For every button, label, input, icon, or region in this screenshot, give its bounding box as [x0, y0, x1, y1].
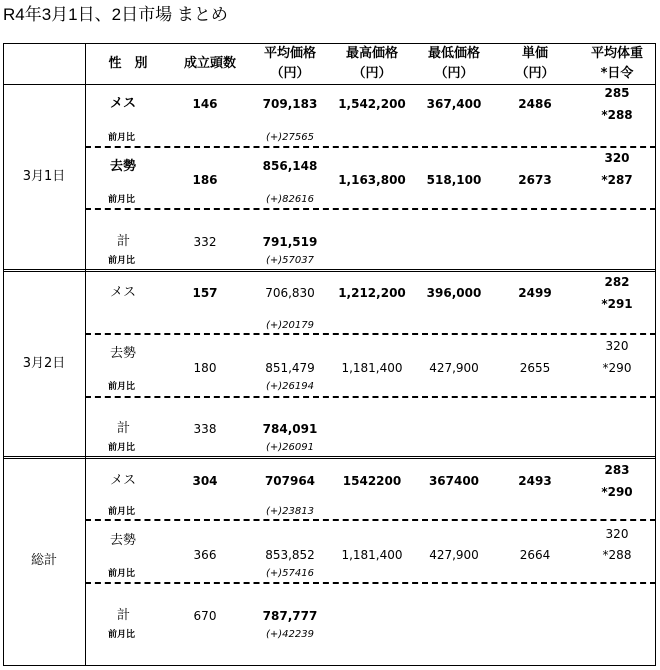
prev-label: 前月比 [108, 507, 136, 517]
prev-label: 前月比 [108, 569, 136, 579]
row-min: 427,900 [429, 361, 479, 375]
row-count: 180 [193, 361, 217, 375]
prev-label: 前月比 [108, 382, 136, 392]
row-divider [85, 519, 656, 521]
header-count: 成立頭数 [183, 56, 236, 71]
header-min-price: 最低価格 [427, 46, 480, 61]
row-unit: 2673 [518, 173, 552, 187]
row-count: 332 [193, 235, 217, 249]
row-prev: (+)82616 [266, 194, 314, 205]
row-prev: (+)26091 [266, 442, 314, 453]
prev-label: 前月比 [108, 195, 136, 205]
group-label-total: 総計 [30, 553, 57, 568]
prev-label: 前月比 [108, 443, 136, 453]
row-min: 518,100 [426, 173, 482, 187]
header-avg-price-unit: （円） [270, 66, 310, 81]
row-divider [85, 396, 656, 398]
row-type: 計 [117, 234, 131, 249]
page-title: R4年3月1日、2日市場 まとめ [3, 5, 228, 24]
row-avg: 791,519 [262, 235, 318, 249]
row-prev: (+)27565 [266, 132, 314, 143]
row-age: *288 [602, 548, 632, 562]
prev-label: 前月比 [108, 133, 136, 143]
row-divider [85, 582, 656, 584]
row-count: 157 [192, 286, 218, 300]
row-unit: 2655 [519, 361, 551, 375]
prev-label: 前月比 [108, 256, 136, 266]
prev-label: 前月比 [108, 630, 136, 640]
row-count: 366 [193, 548, 217, 562]
row-count: 670 [193, 609, 217, 623]
row-type: 去勢 [110, 346, 137, 361]
row-age: *291 [601, 297, 633, 311]
row-prev: (+)42239 [266, 629, 314, 640]
row-unit: 2499 [518, 286, 552, 300]
row-type: 計 [117, 608, 131, 623]
row-avg: 784,091 [262, 422, 318, 436]
row-avg: 851,479 [265, 361, 315, 375]
row-age: *290 [602, 361, 632, 375]
row-max: 1,163,800 [338, 173, 406, 187]
group-label-mar2: 3月2日 [22, 356, 66, 371]
header-max-price: 最高価格 [345, 46, 398, 61]
row-prev: (+)57416 [266, 568, 314, 579]
row-type: メス [110, 96, 137, 111]
row-avg: 856,148 [262, 159, 318, 173]
row-type: メス [110, 285, 137, 300]
row-count: 186 [192, 173, 218, 187]
row-type: 去勢 [110, 159, 137, 174]
row-type: 計 [117, 421, 131, 436]
row-weight: 282 [604, 275, 630, 289]
row-max: 1542200 [342, 474, 402, 488]
row-prev: (+)26194 [266, 381, 314, 392]
row-count: 146 [192, 97, 218, 111]
row-divider [85, 146, 656, 148]
row-min: 367400 [428, 474, 480, 488]
row-avg: 853,852 [265, 548, 315, 562]
header-max-price-unit: （円） [352, 66, 392, 81]
row-age: *287 [601, 173, 633, 187]
row-age: *290 [601, 485, 633, 499]
row-unit: 2664 [519, 548, 551, 562]
header-divider [3, 84, 656, 85]
row-max: 1,212,200 [338, 286, 406, 300]
group-label-mar1: 3月1日 [22, 169, 66, 184]
row-avg: 707964 [264, 474, 316, 488]
row-type: メス [110, 473, 137, 488]
row-min: 396,000 [426, 286, 482, 300]
row-count: 338 [193, 422, 217, 436]
header-unit-price: 単価 [521, 46, 548, 61]
row-avg: 706,830 [265, 286, 315, 300]
row-prev: (+)57037 [266, 255, 314, 266]
row-avg: 787,777 [262, 609, 318, 623]
header-age: *日令 [600, 66, 634, 81]
row-weight: 320 [604, 151, 630, 165]
group-divider [3, 269, 656, 272]
row-avg: 709,183 [262, 97, 318, 111]
row-weight: 283 [604, 463, 630, 477]
row-max: 1,542,200 [338, 97, 406, 111]
row-min: 367,400 [426, 97, 482, 111]
header-sex: 性 別 [108, 56, 148, 71]
column-divider [85, 43, 86, 666]
row-weight: 320 [605, 527, 629, 541]
header-avg-weight: 平均体重 [590, 46, 643, 61]
row-divider [85, 208, 656, 210]
row-age: *288 [601, 108, 633, 122]
row-min: 427,900 [429, 548, 479, 562]
header-unit-price-unit: （円） [515, 66, 555, 81]
row-prev: (+)23813 [266, 506, 314, 517]
row-type: 去勢 [110, 533, 137, 548]
row-unit: 2486 [518, 97, 552, 111]
row-weight: 320 [605, 339, 629, 353]
row-max: 1,181,400 [341, 548, 403, 562]
row-count: 304 [192, 474, 218, 488]
row-prev: (+)20179 [266, 320, 314, 331]
row-unit: 2493 [518, 474, 552, 488]
row-weight: 285 [604, 86, 630, 100]
row-max: 1,181,400 [341, 361, 403, 375]
header-min-price-unit: （円） [434, 66, 474, 81]
header-avg-price: 平均価格 [263, 46, 316, 61]
group-divider [3, 456, 656, 459]
row-divider [85, 333, 656, 335]
